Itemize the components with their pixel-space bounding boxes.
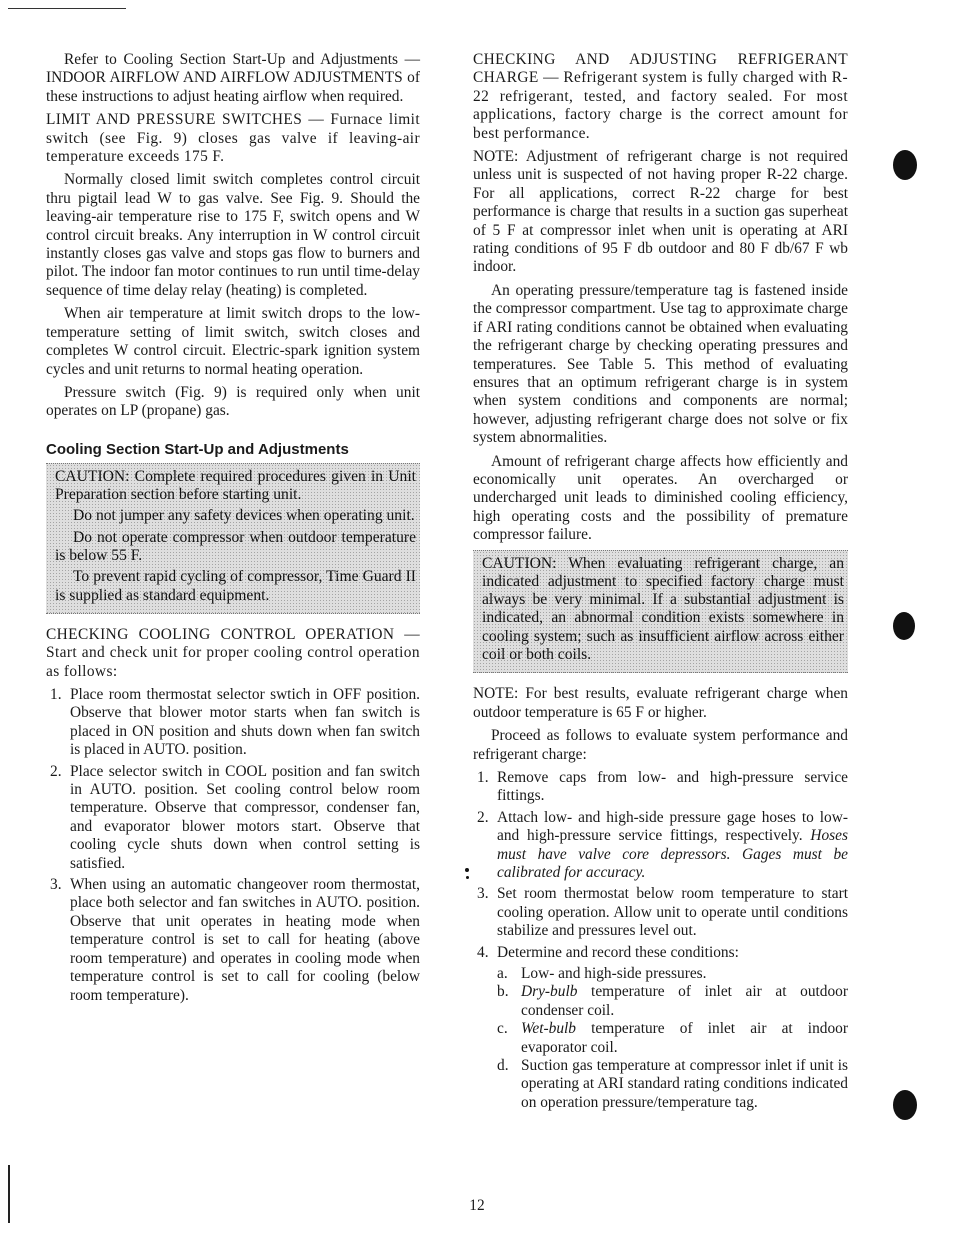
tag-paragraph: An operating pressure/temperature tag is fastened inside the compressor compartment. Use tag to approximate charge if ARI rating conditions cannot be obtained when evaluating the refrigerant charge by checking operating pressures and temperatures. See Table 5. This method of evaluating ensures that an optimum refrigerant charge is in system when system conditions and components are normal; however, adjusting refrigerant charge does not solve or fix system abnormalities. — [473, 281, 848, 447]
caution-line: CAUTION: Complete required procedures given in Unit Preparation section before starting unit. — [55, 467, 416, 504]
list-item: 2. Attach low- and high-side pressure gage hoses to low- and high-pressure service fittings, respectively. Hoses must have valve core depressors. Gages must be calibrated for accuracy. — [477, 808, 848, 881]
caution-line: CAUTION: When evaluating refrigerant charge, an indicated adjustment to specified factory charge must always be very minimal. If a substantial adjustment is indicated, an abnormal condition exists somewhere in cooling system; such as insufficient airflow across either coil or both coils. — [482, 554, 844, 664]
list-item: a. Low- and high-side pressures. — [497, 965, 707, 983]
speck-mark — [466, 876, 469, 879]
proceed-paragraph: Proceed as follows to evaluate system performance and refrigerant charge: — [473, 727, 848, 763]
section-heading: Cooling Section Start-Up and Adjustments — [46, 440, 349, 458]
list-item: 1. Remove caps from low- and high-pressure service fittings. — [477, 768, 848, 805]
caution-line: To prevent rapid cycling of compressor, Time Guard II is supplied as standard equipment. — [55, 568, 416, 604]
pressure-switch-paragraph: Pressure switch (Fig. 9) is required only when unit operates on LP (propane) gas. — [46, 383, 420, 420]
cooling-steps-list — [46, 686, 420, 1005]
note-paragraph: NOTE: For best results, evaluate refrigerant charge when outdoor temperature is 65 F or higher. — [473, 685, 848, 721]
list-item: d. Suction gas temperature at compressor inlet if unit is operating at ARI standard rating conditions indicated on operation pressure/temperature tag. — [497, 1057, 848, 1111]
caution-line: Do not jumper any safety devices when operating unit. — [73, 507, 415, 525]
list-item: b. Dry-bulb temperature of inlet air at outdoor condenser coil. — [497, 983, 848, 1019]
list-item: 3. Set room thermostat below room temperature to start cooling operation. Allow unit to operate until conditions stabilize and pressures level out. — [477, 885, 848, 940]
list-item: 1. Place room thermostat selector swtich in OFF position. Observe that blower motor starts when fan switch is placed in ON position and shuts down when fan switch is placed in AUTO. position. — [50, 686, 420, 759]
air-temperature-paragraph: When air temperature at limit switch drops to the low-temperature setting of limit switch, switch closes and completes W control circuit. Electric-spark ignition system cycles and unit returns to normal heating operation. — [46, 305, 420, 378]
top-rule — [8, 8, 126, 9]
caution-box-charge — [473, 550, 848, 674]
normally-closed-paragraph: Normally closed limit switch completes control circuit thru pigtail lead W to gas valve. See Fig. 9. Should the leaving-air temperature rise to 175 F, switch opens and W control circuit breaks. Any interruption in W control circuit instantly closes gas valve and stops gas flow to burners and pilot. The indoor fan motor continues to run until time-delay sequence of time delay relay (heating) is completed. — [46, 171, 420, 299]
list-item: 3. When using an automatic changeover room thermostat, place both selector and fan switches in AUTO. position. Observe that unit operates in heating mode when temperature control is set to call for heating (above room temperature) and operates in cooling mode when temperature control is set to call for cooling (below room temperature). — [50, 876, 420, 1004]
speck-mark — [465, 868, 469, 872]
note-paragraph: NOTE: Adjustment of refrigerant charge is not required unless unit is suspected of not having proper R-22 charge. For all applications, correct R-22 charge for best performance is charge that results in a suction gas superheat of 5 F at compressor inlet when unit is operating at ARI rating conditions of 95 F db outdoor and 80 F db/67 F wb indoor. — [473, 148, 848, 276]
left-column — [46, 51, 420, 1008]
right-column — [473, 51, 848, 1115]
binder-hole-mark — [893, 150, 917, 180]
refrigerant-charge-paragraph: CHECKING AND ADJUSTING REFRIGERANT CHARGE — Refrigerant system is fully charged with R-22 refrigerant, tested, and factory sealed. For most applications, factory charge is the correct amount for best performance. — [473, 51, 848, 142]
list-item: 2. Place selector switch in COOL position and fan switch in AUTO. position. Set cooling control below room temperature. Observe that compressor, condenser fan, and evaporator blower motors start. Observe that cooling cycle shuts down when control setting is satisfied. — [50, 762, 420, 872]
checking-cooling-paragraph: CHECKING COOLING CONTROL OPERATION — Start and check unit for proper cooling control operation as follows: — [46, 625, 420, 680]
page-number: 12 — [469, 1197, 485, 1214]
caution-line: Do not operate compressor when outdoor temperature is below 55 F. — [55, 528, 416, 564]
intro-paragraph: Refer to Cooling Section Start-Up and Adjustments — INDOOR AIRFLOW AND AIRFLOW ADJUSTMENTS of these instructions to adjust heating airflow when required. — [46, 51, 420, 105]
evaluation-steps-list — [473, 769, 848, 1112]
binder-hole-mark — [893, 612, 915, 640]
conditions-sublist — [497, 965, 848, 1112]
list-item: c. Wet-bulb temperature of inlet air at indoor evaporator coil. — [497, 1020, 848, 1056]
list-item: 4. Determine and record these conditions: a. Low- and high-side pressures. b. Dry-bulb temperature of inlet air at outdoor condenser coil. c. Wet-bulb temperature of inlet air at indoor evaporator coil. d. Suction gas temperature at compressor inlet if unit is operating at ARI standard rating conditions indicated on operation pressure/temperature tag. — [477, 943, 848, 1111]
caution-box-startup — [46, 463, 420, 614]
amount-paragraph: Amount of refrigerant charge affects how efficiently and economically unit operates. An overcharged or undercharged unit leads to diminished cooling efficiency, high operating costs and the possibility of premature compressor failure. — [473, 452, 848, 544]
limit-switch-paragraph: LIMIT AND PRESSURE SWITCHES — Furnace limit switch (see Fig. 9) closes gas valve if leaving-air temperature exceeds 175 F. — [46, 111, 420, 166]
binder-hole-mark — [893, 1090, 917, 1120]
